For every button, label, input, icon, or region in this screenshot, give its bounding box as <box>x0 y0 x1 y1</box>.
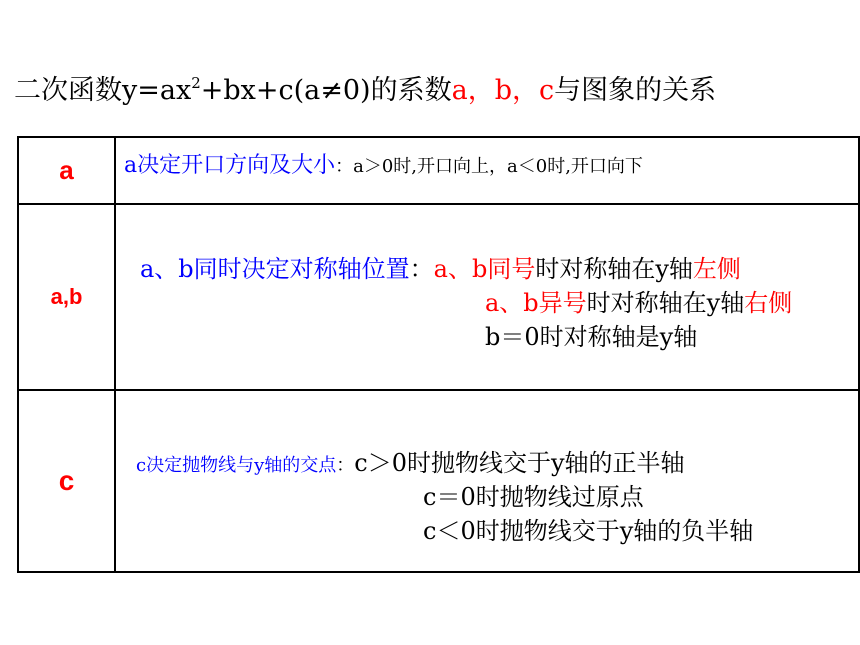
row-key-c: c <box>18 390 115 572</box>
row-c-l2: c＝0时抛物线过原点 <box>423 483 644 512</box>
row-ab-l2-mid: 时对称轴在y轴 <box>586 289 745 318</box>
row-ab-colon: ： <box>409 255 434 284</box>
row-a-lead: a决定开口方向及大小 <box>124 153 336 178</box>
row-content-ab <box>115 204 859 390</box>
title-exponent: 2 <box>191 74 201 92</box>
table-row <box>18 204 859 390</box>
row-key-a: a <box>18 137 115 204</box>
row-ab-l2-red1: a、b异号 <box>485 289 587 318</box>
row-key-ab: a,b <box>18 204 115 390</box>
title-coefficients: a，b，c <box>451 75 555 106</box>
row-content-c <box>115 390 859 572</box>
table-row <box>18 390 859 572</box>
row-c-l1: c＞0时抛物线交于y轴的正半轴 <box>354 449 685 478</box>
coefficient-table <box>17 136 860 573</box>
row-ab-l3: b＝0时对称轴是y轴 <box>485 323 698 352</box>
title-middle: +bx+c(a≠0)的系数 <box>200 75 452 106</box>
row-c-lead: c决定抛物线与y轴的交点 <box>136 455 337 477</box>
row-ab-l1-red2: 左侧 <box>692 255 741 284</box>
row-ab-lead: a、b同时决定对称轴位置 <box>140 255 410 284</box>
row-a-colon: ： <box>335 156 354 177</box>
row-ab-l2-red2: 右侧 <box>744 289 793 318</box>
row-c-colon: ： <box>336 455 355 477</box>
title-prefix: 二次函数y=ax <box>14 75 192 106</box>
page-title <box>14 68 716 107</box>
row-a-text: a＞0时,开口向上，a＜0时,开口向下 <box>353 156 643 177</box>
row-content-a <box>115 137 859 204</box>
row-c-l3: c＜0时抛物线交于y轴的负半轴 <box>423 517 754 546</box>
row-ab-l1-mid: 时对称轴在y轴 <box>535 255 693 284</box>
table-row <box>18 137 859 204</box>
row-ab-l1-red1: a、b同号 <box>433 255 536 284</box>
title-suffix: 与图象的关系 <box>554 75 717 106</box>
